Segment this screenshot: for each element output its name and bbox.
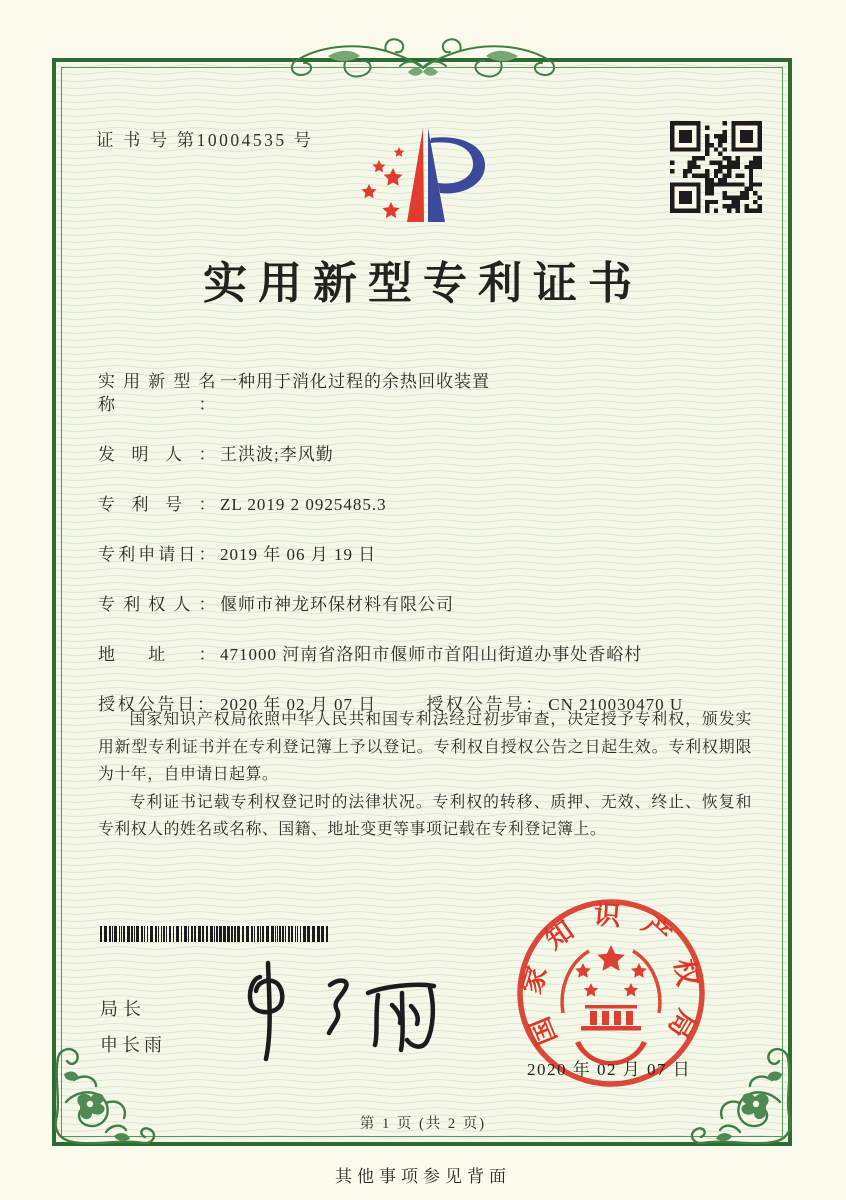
- patentee-value: 偃师市神龙环保材料有限公司: [220, 595, 454, 614]
- patentee-field: [98, 593, 758, 616]
- filing-date-label: 专利申请日：: [98, 545, 216, 564]
- patent-no-value: ZL 2019 2 0925485.3: [220, 495, 387, 514]
- director-signature: [230, 955, 448, 1067]
- national-emblem-icon: [575, 945, 647, 1066]
- cnipa-logo-icon: [344, 112, 504, 236]
- grant-date-label: 授权公告日：: [98, 695, 216, 714]
- legal-text: [98, 706, 752, 844]
- qr-code: [670, 121, 762, 213]
- patent-name-field: [98, 370, 758, 416]
- filing-date-value: 2019 年 06 月 19 日: [220, 545, 377, 564]
- grant-no-value: CN 210030470 U: [548, 695, 684, 714]
- barcode: [100, 926, 332, 942]
- patent-name-label: 实用新型名称：: [98, 372, 216, 414]
- svg-text:国家知识产权局: [516, 899, 705, 1059]
- address-label: 地址：: [98, 645, 216, 664]
- inventor-label: 发明人：: [98, 445, 216, 464]
- legal-paragraph-1: 国家知识产权局依照中华人民共和国专利法经过初步审查，决定授予专利权，颁发实用新型专利证书并在专利登记簿上予以登记。专利权自授权公告之日起生效。专利权期限为十年，自申请日起算。: [98, 711, 752, 783]
- inventor-field: [98, 443, 758, 466]
- patent-no-field: [98, 493, 758, 516]
- page-number: 第 1 页 (共 2 页): [359, 1116, 487, 1132]
- director-name: 申长雨: [100, 1035, 166, 1055]
- grant-no-label: 授权公告号：: [426, 695, 545, 714]
- patent-no-label: 专利号：: [98, 495, 216, 514]
- top-flourish-ornament-icon: [288, 32, 558, 90]
- legal-paragraph-2: 专利证书记载专利权登记时的法律状况。专利权的转移、质押、无效、终止、恢复和专利权人的姓名或名称、国籍、地址变更等事项记载在专利登记簿上。: [98, 793, 752, 838]
- certificate-fields: [98, 370, 758, 716]
- certificate-number: 证 书 号 第10004535 号: [96, 130, 314, 150]
- grant-date-value: 2020 年 02 月 07 日: [220, 695, 377, 714]
- patent-name-value: 一种用于消化过程的余热回收装置: [220, 372, 490, 391]
- address-value: 471000 河南省洛阳市偃师市首阳山街道办事处香峪村: [220, 645, 643, 664]
- address-field: [98, 643, 758, 666]
- director-title: 局长: [100, 999, 146, 1019]
- seal-text: 国家知识产权局: [516, 899, 706, 1060]
- patentee-label: 专利权人：: [98, 595, 216, 614]
- certificate-title: 实用新型专利证书: [203, 259, 643, 308]
- filing-date-field: [98, 543, 758, 566]
- seal-date: 2020 年 02 月 07 日: [527, 1060, 692, 1079]
- back-side-note: 其他事项参见背面: [335, 1167, 511, 1186]
- inventor-value: 王洪波;李风勤: [220, 445, 334, 464]
